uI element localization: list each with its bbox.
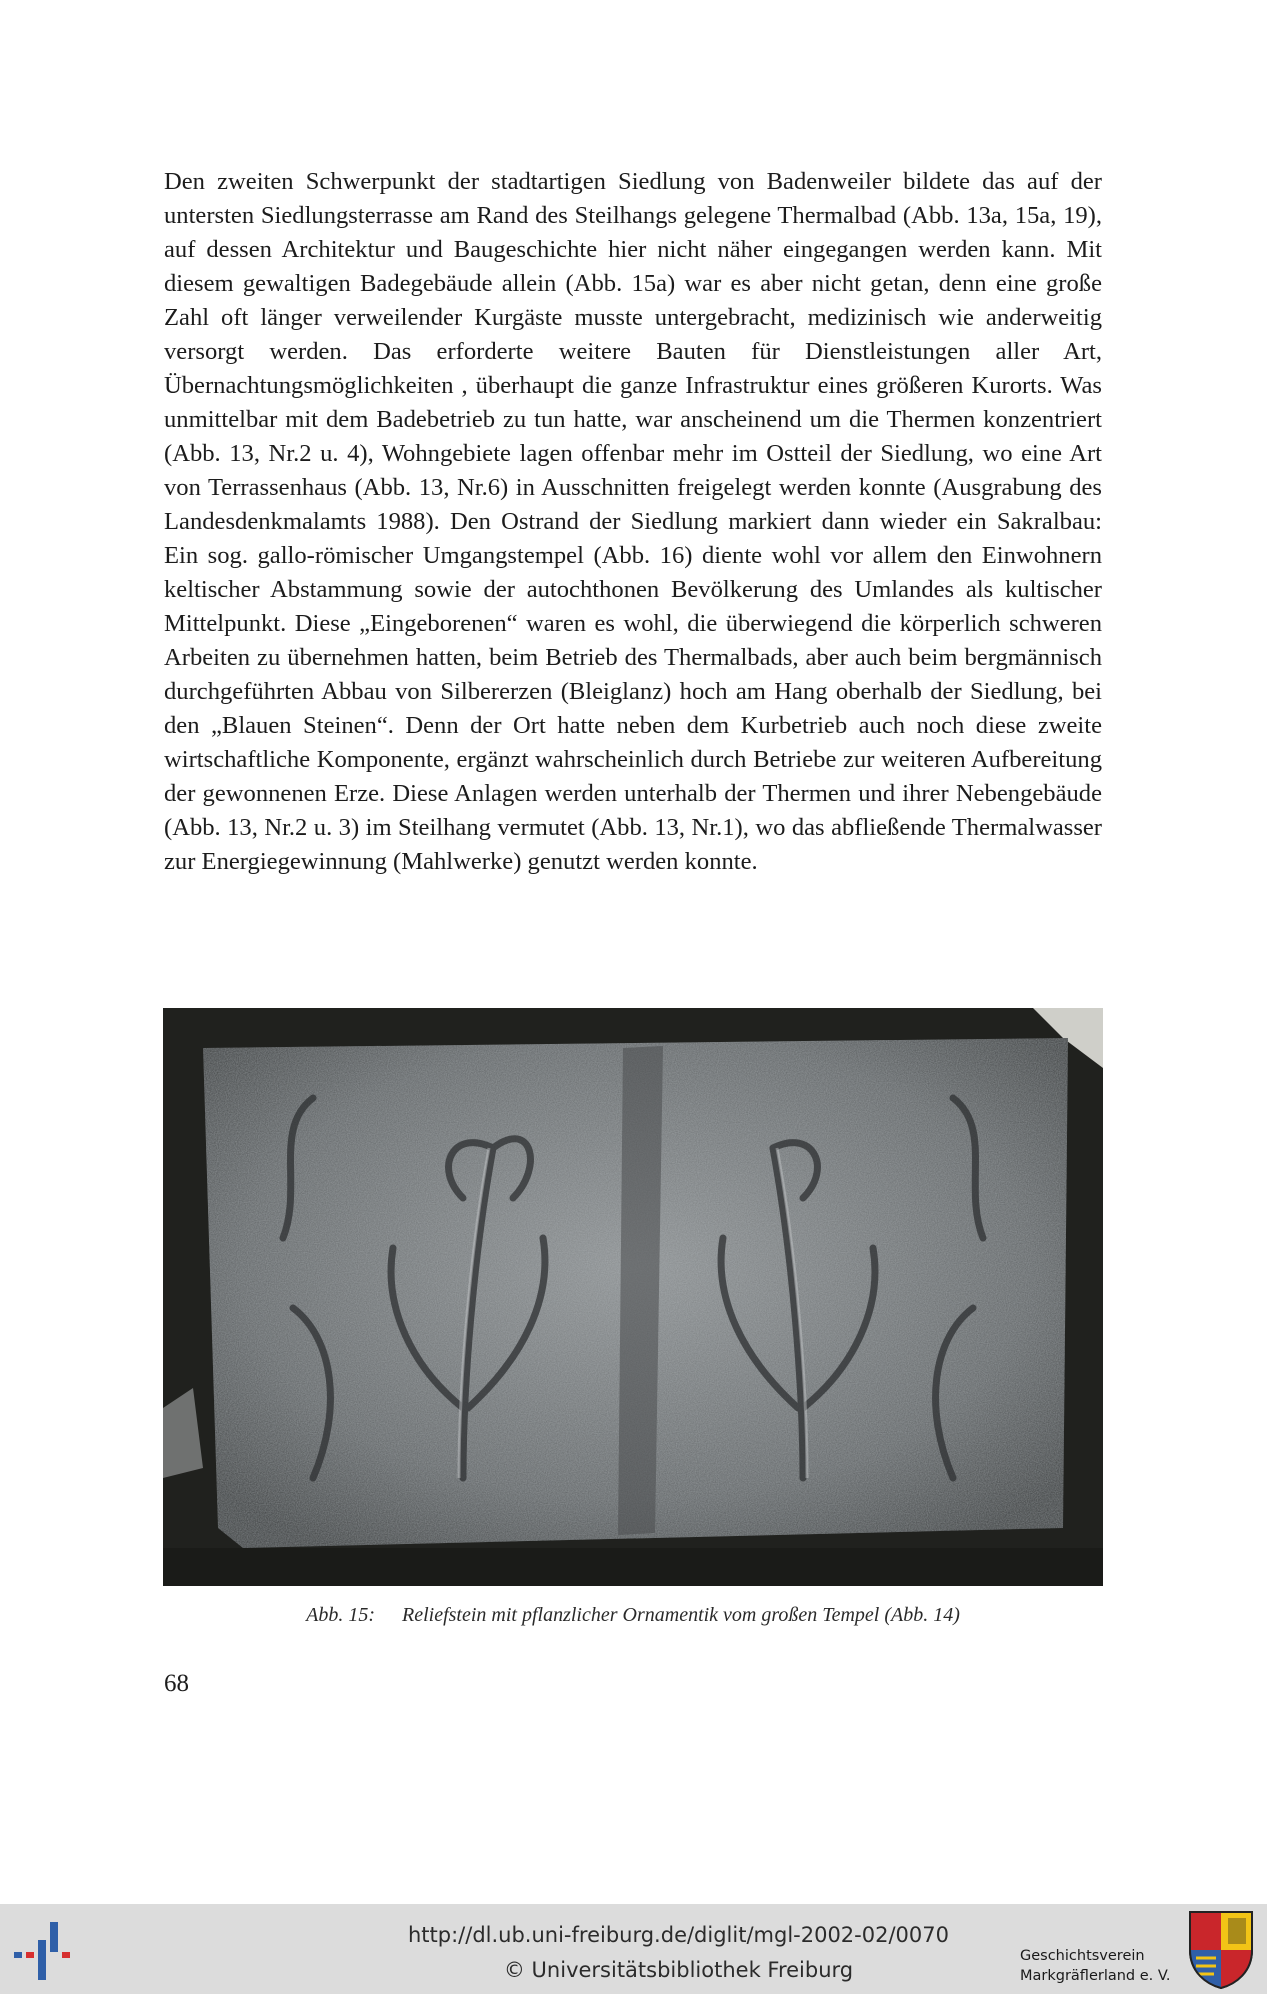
figure-relief-stone-photo <box>163 1008 1103 1586</box>
figure-caption-text: Reliefstein mit pflanzlicher Ornamentik vom großen Tempel (Abb. 14) <box>402 1604 960 1626</box>
figure-caption <box>163 1604 1103 1627</box>
document-url-link[interactable]: http://dl.ub.uni-freiburg.de/diglit/mgl-2002-02/0070 <box>407 1923 949 1947</box>
society-name <box>1020 1946 1171 1986</box>
copyright-notice: © Universitätsbibliothek Freiburg <box>503 1958 854 1982</box>
body-paragraph: Den zweiten Schwerpunkt der stadtartigen Siedlung von Badenweiler bildete das auf der untersten Siedlungsterrasse am Rand des Steilhangs gelegene Thermalbad (Abb. 13a, 15a, 19), auf dessen Architektur und Baugeschichte hier nicht näher eingegangen werden kann. Mit diesem gewaltigen Badegebäude allein (Abb. 15a) war es aber nicht getan, denn eine große Zahl oft länger verweilender Kurgäste musste untergebracht, medizinisch wie anderweitig versorgt werden. Das erforderte weitere Bauten für Dienstleistungen aller Art, Übernachtungsmöglichkeiten , überhaupt die ganze Infrastruktur eines größeren Kurorts. Was unmittelbar mit dem Badebetrieb zu tun hatte, war anscheinend um die Thermen konzentriert (Abb. 13, Nr.2 u. 4), Wohngebiete lagen offenbar mehr im Ostteil der Siedlung, wo eine Art von Terrassenhaus (Abb. 13, Nr.6) in Ausschnitten freigelegt werden konnte (Ausgrabung des Landesdenkmalamts 1988). Den Ostrand der Siedlung markiert dann wieder ein Sakralbau: Ein sog. gallo-römischer Umgangstempel (Abb. 16) diente wohl vor allem den Einwohnern keltischer Abstammung sowie der autochthonen Bevölkerung des Umlandes als kultischer Mittelpunkt. Diese „Eingeborenen“ waren es wohl, die überwiegend die körperlich schweren Arbeiten zu übernehmen hatten, beim Betrieb des Thermalbads, aber auch beim bergmännisch durchgeführten Abbau von Silbererzen (Bleiglanz) hoch am Hang oberhalb der Siedlung, bei den „Blauen Steinen“. Denn der Ort hatte neben dem Kurbetrieb auch noch diese zweite wirtschaftliche Komponente, ergänzt wahrscheinlich durch Betriebe zur weiteren Aufbereitung der gewonnenen Erze. Diese Anlagen werden unterhalb der Thermen und ihrer Nebengebäude (Abb. 13, Nr.2 u. 3) im Steilhang vermutet (Abb. 13, Nr.1), wo das abfließende Thermalwasser zur Energiegewinnung (Mahlwerke) genutzt werden konnte. <box>164 168 1102 875</box>
society-name-line1: Geschichtsverein <box>1020 1948 1145 1964</box>
figure-caption-label: Abb. 15: <box>306 1604 375 1626</box>
society-name-line2: Markgräflerland e. V. <box>1020 1968 1171 1984</box>
viewer-footer <box>0 1904 1267 1994</box>
relief-stone-image <box>163 1008 1103 1586</box>
coat-of-arms-icon[interactable] <box>1188 1910 1254 1990</box>
page-number: 68 <box>164 1670 189 1697</box>
